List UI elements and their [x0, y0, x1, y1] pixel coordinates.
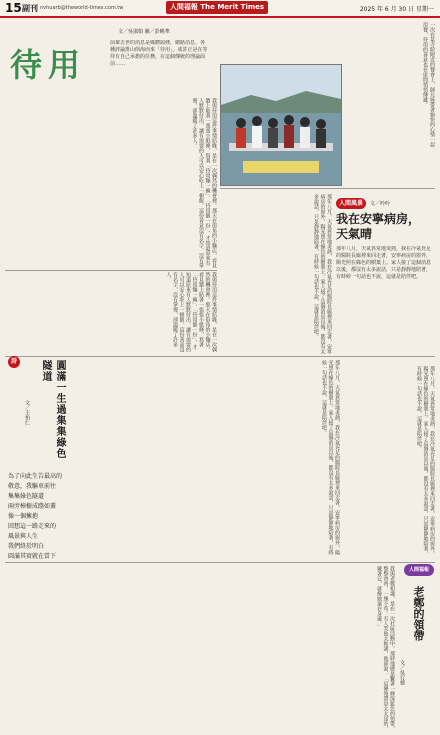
article1-body-upper: 我與待用這件事情結緣，是在一次偶然的機會裡。那天在街角的小麵店，看見牆上貼著一張張小紙條，寫著「待用麵一碗」、「待用飯一份」，才知道原來有人默默付出，讓有需要的人可以安心吃上一頓飯。這份善意沒有名字，沒有掌聲，卻溫暖了許多人。 — [191, 98, 217, 268]
article2-author: 文／吟吟 — [370, 201, 391, 207]
poem-line: 回想這一路走來的 — [8, 523, 57, 530]
poem-line: 我們終於明白 — [8, 543, 45, 550]
article2-body-right: 那年八月，天氣異常地炎熱，我在冷氣充足的醫院長廊裡來回走著，安寧病房的窗外，陽光照在綠色的樹葉上。家人接了這個消息以後，都沒有太多說話，只是靜靜地陪著，有時候一句話也不說，這就是陪伴吧。 — [416, 366, 435, 556]
article4-title: 老鄭的領帶 — [412, 586, 425, 641]
divider — [5, 562, 435, 563]
article2-body-horizontal: 那年八月，天氣異常地炎熱，我在冷氣充足的醫院長廊裡來回走著，安寧病房的窗外，陽光照在綠色的樹葉上。家人接了這個消息以後，都沒有太多說話，只是靜靜地陪著，有時候一句話也不說，這就是陪伴吧。 — [336, 246, 432, 280]
page-number: 15 — [5, 1, 22, 15]
article2-label: 人間風景 — [336, 198, 366, 209]
poem-line: 像一個擁抱 — [8, 513, 39, 520]
newspaper-logo: 人間福報 The Merit Times — [166, 1, 268, 14]
article3-poem — [8, 472, 88, 562]
divider — [5, 270, 217, 271]
article3-label: 詩 — [8, 356, 20, 368]
poem-line: 圓滿其實就在當下 — [8, 553, 57, 560]
divider — [220, 188, 435, 189]
poem-line: 兩旁樟樹成蔭如蓋 — [8, 503, 57, 510]
poem-line: 風景與人生 — [8, 533, 39, 540]
article2-body: 那年八月，天氣異常地炎熱，我在冷氣充足的醫院長廊裡來回走著，安寧病房的窗外，陽光照在綠色的樹葉上。家人接了這個消息以後，都沒有太多說話，只是靜靜地陪著，有時候一句話也不說，這就是陪伴吧。 — [313, 194, 332, 354]
divider — [5, 356, 435, 357]
page-header — [0, 0, 440, 18]
article1-lead: 前輩去世的消息是媒體頭條，網路消息、各種評論排山倒海而來「待用」，成許正是在等待有自己承擔的任務，在這個傳統的理論面前…… — [110, 40, 208, 67]
article2-title: 我在安寧病房，天氣晴 — [336, 212, 421, 241]
article4-label: 人間福報 — [404, 564, 434, 576]
photo-caption: 一次在某寺院附近的餐會上，師兄姊帶著愉快的心情一起用餐，待用的善意也在席間悄悄傳遞。 — [422, 22, 435, 147]
poem-line: 為了向此生告最高的 — [8, 473, 63, 480]
article3-author: 文／王怡仁 — [24, 400, 30, 425]
issue-date: 2025 年 6 月 30 日 星期一 — [359, 6, 434, 13]
article1-title: 待用 — [10, 46, 87, 84]
article1-body-mid: 我與待用這件事情結緣，是在一次偶然的機會裡。那天在街角的小麵店，看見牆上貼著一張張小紙條，寫著「待用麵一碗」、「待用飯一份」，才知道原來有人默默付出，讓有需要的人可以安心吃上一頓飯。這份善意沒有名字，沒有掌聲，卻溫暖了許多人。 — [165, 272, 217, 352]
article4-body: 我與老鄭相識，是在一次社區活動中。那時他總是繫著一條深藍色的領帶，整整齊齊，一絲不苟。有人笑他太拘謹，他卻說：「這條領帶是太太送的，戴著它，就像她還在身邊。」 — [376, 566, 395, 731]
group-photo — [220, 64, 342, 186]
article4-author: 文／吳行德 — [399, 660, 405, 685]
article1-author: 文／吳淑娟 圖／彭曉華 — [118, 29, 170, 35]
poem-line: 敬意，我驅車前往 — [8, 483, 57, 490]
section-name: 副刊 — [22, 4, 38, 13]
website-text: nvhuarb@theworld-times.com.tw — [40, 5, 124, 11]
photo-image — [221, 65, 341, 185]
poem-line: 集集綠色隧道 — [8, 493, 45, 500]
article2-body-continued: 那年八月，天氣異常地炎熱，我在冷氣充足的醫院長廊裡來回走著，安寧病房的窗外，陽光照在綠色的樹葉上。家人接了這個消息以後，都沒有太多說話，只是靜靜地陪著，有時候一句話也不說，這就是陪伴吧。 — [321, 360, 340, 555]
article3-title: 圓滿一生過集集綠色隧道 — [40, 360, 65, 459]
